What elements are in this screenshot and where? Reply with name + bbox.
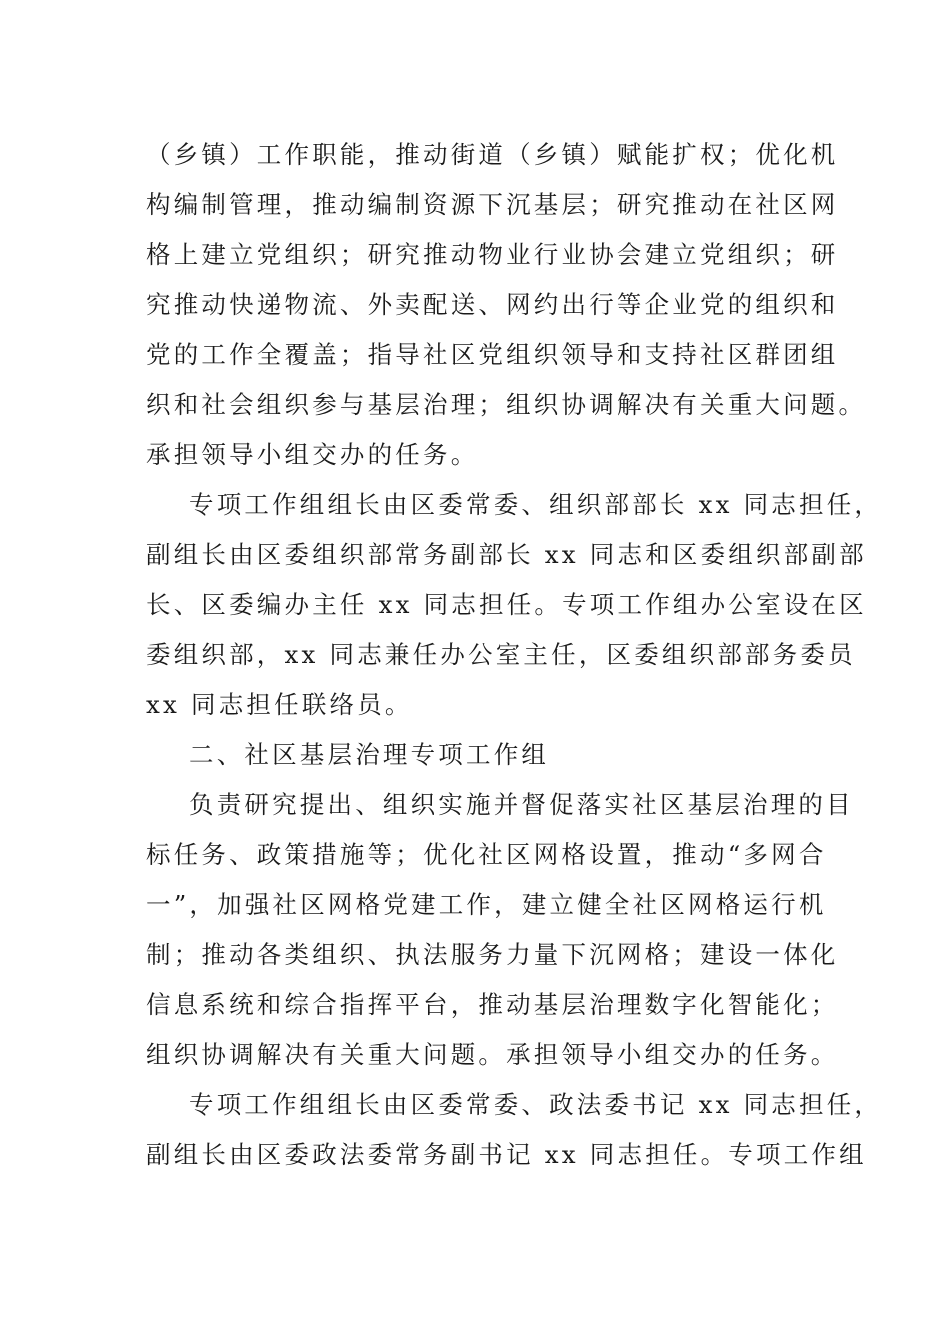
paragraph-first-line: 专项工作组组长由区委常委、政法委书记 xx 同志担任， bbox=[189, 1090, 883, 1119]
text-line: 副组长由区委组织部常务副部长 xx 同志和区委组织部副部 bbox=[146, 540, 867, 569]
paragraph-first-line: 专项工作组组长由区委常委、组织部部长 xx 同志担任， bbox=[189, 490, 883, 519]
text-line: 格上建立党组织；研究推动物业行业协会建立党组织；研 bbox=[146, 240, 839, 269]
text-line: 究推动快递物流、外卖配送、网约出行等企业党的组织和 bbox=[146, 290, 839, 319]
text-line: xx 同志担任联络员。 bbox=[146, 690, 413, 719]
text-line: 构编制管理，推动编制资源下沉基层；研究推动在社区网 bbox=[146, 190, 839, 219]
text-line: 长、区委编办主任 xx 同志担任。专项工作组办公室设在区 bbox=[146, 590, 867, 619]
text-line: 副组长由区委政法委常务副书记 xx 同志担任。专项工作组 bbox=[146, 1140, 867, 1169]
paragraph-first-line: 负责研究提出、组织实施并督促落实社区基层治理的目 bbox=[189, 790, 854, 819]
text-line: （乡镇）工作职能，推动街道（乡镇）赋能扩权；优化机 bbox=[146, 140, 839, 169]
text-line: 信息系统和综合指挥平台，推动基层治理数字化智能化； bbox=[146, 990, 839, 1019]
text-line: 一”，加强社区网格党建工作，建立健全社区网格运行机 bbox=[146, 890, 827, 919]
text-line: 组织协调解决有关重大问题。承担领导小组交办的任务。 bbox=[146, 1040, 839, 1069]
section-heading: 二、社区基层治理专项工作组 bbox=[189, 740, 550, 769]
text-line: 承担领导小组交办的任务。 bbox=[146, 440, 479, 469]
text-line: 制；推动各类组织、执法服务力量下沉网格；建设一体化 bbox=[146, 940, 839, 969]
text-line: 标任务、政策措施等；优化社区网格设置，推动“多网合 bbox=[146, 840, 827, 869]
text-line: 委组织部，xx 同志兼任办公室主任，区委组织部部务委员 bbox=[146, 640, 856, 669]
document-body bbox=[146, 130, 883, 1180]
text-line: 党的工作全覆盖；指导社区党组织领导和支持社区群团组 bbox=[146, 340, 839, 369]
text-line: 织和社会组织参与基层治理；组织协调解决有关重大问题。 bbox=[146, 390, 867, 419]
